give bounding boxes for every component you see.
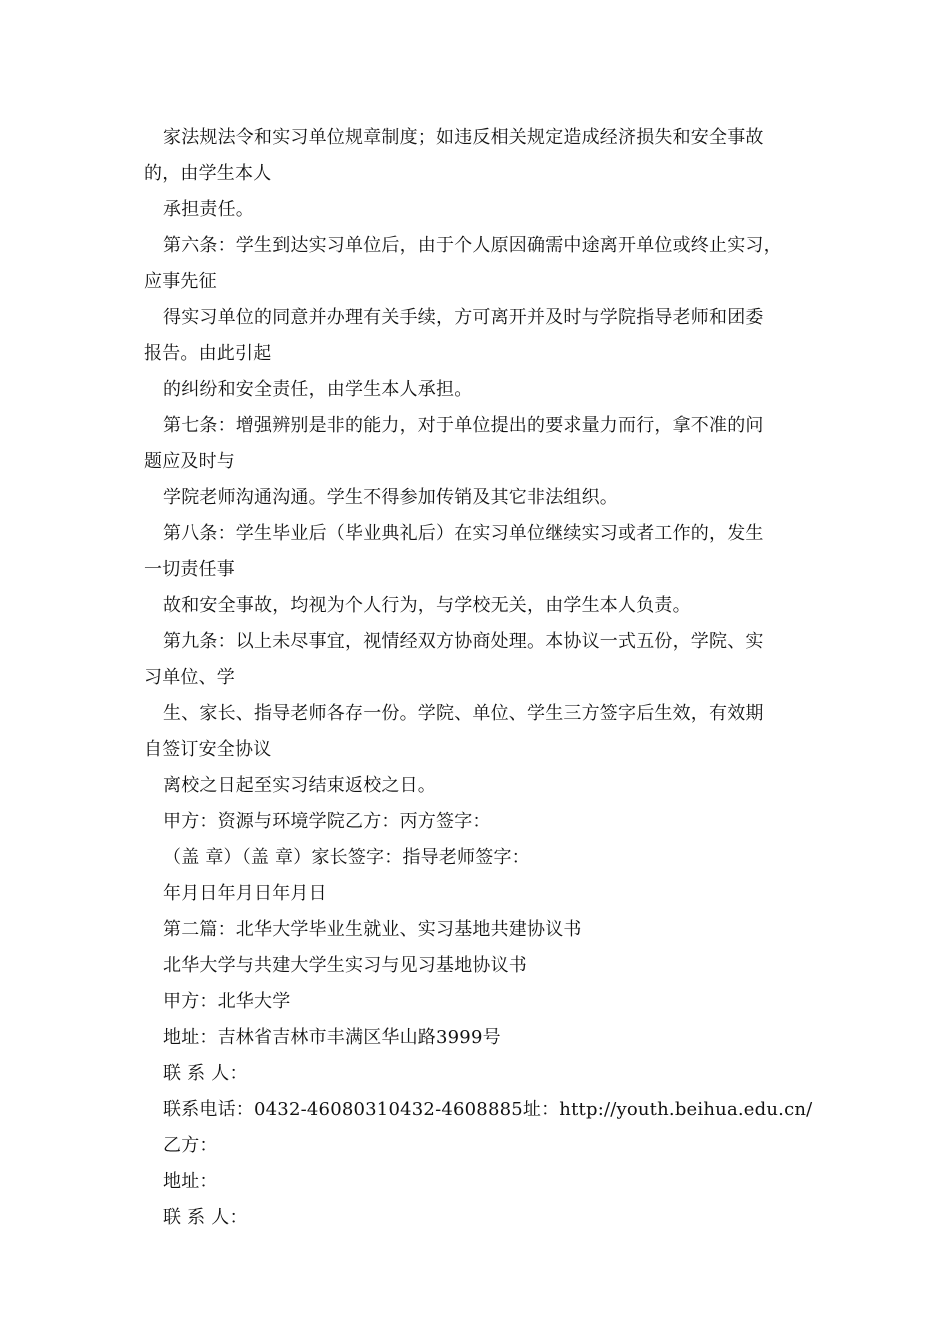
text-line: 地址：吉林省吉林市丰满区华山路3999号 bbox=[163, 1027, 501, 1048]
text-line: 第九条：以上未尽事宜，视情经双方协商处理。本协议一式五份，学院、实 bbox=[163, 631, 764, 652]
text-line: 第六条：学生到达实习单位后，由于个人原因确需中途离开单位或终止实习， bbox=[163, 235, 782, 256]
text-line: 第七条：增强辨别是非的能力，对于单位提出的要求量力而行，拿不准的问 bbox=[163, 415, 764, 436]
text-line: 的纠纷和安全责任，由学生本人承担。 bbox=[163, 379, 473, 400]
text-line: 的，由学生本人 bbox=[144, 163, 272, 184]
text-line: 题应及时与 bbox=[144, 451, 235, 472]
text-line: 年月日年月日年月日 bbox=[163, 883, 327, 904]
text-line: 离校之日起至实习结束返校之日。 bbox=[163, 775, 436, 796]
document-body bbox=[144, 120, 814, 1236]
text-line: 联 系 人： bbox=[163, 1063, 248, 1084]
text-line: 联 系 人： bbox=[163, 1207, 248, 1228]
text-line: 报告。由此引起 bbox=[144, 343, 272, 364]
text-line: 第八条：学生毕业后（毕业典礼后）在实习单位继续实习或者工作的，发生 bbox=[163, 523, 764, 544]
text-line: 学院老师沟通沟通。学生不得参加传销及其它非法组织。 bbox=[163, 487, 618, 508]
text-line: 甲方：北华大学 bbox=[163, 991, 291, 1012]
text-line: 第二篇：北华大学毕业生就业、实习基地共建协议书 bbox=[163, 919, 582, 940]
text-line: 北华大学与共建大学生实习与见习基地协议书 bbox=[163, 955, 527, 976]
text-line: 一切责任事 bbox=[144, 559, 235, 580]
text-line: 家法规法令和实习单位规章制度；如违反相关规定造成经济损失和安全事故 bbox=[163, 127, 764, 148]
text-line: 故和安全事故，均视为个人行为，与学校无关，由学生本人负责。 bbox=[163, 595, 691, 616]
text-line: （盖 章）（盖 章）家长签字：指导老师签字： bbox=[163, 847, 530, 868]
text-line: 承担责任。 bbox=[163, 199, 254, 220]
text-line: 生、家长、指导老师各存一份。学院、单位、学生三方签字后生效，有效期 bbox=[163, 703, 764, 724]
text-line: 甲方：资源与环境学院乙方：丙方签字： bbox=[163, 811, 491, 832]
text-line: 应事先征 bbox=[144, 271, 217, 292]
text-line: 乙方： bbox=[163, 1135, 218, 1156]
text-line: 地址： bbox=[163, 1171, 218, 1192]
text-line: 自签订安全协议 bbox=[144, 739, 272, 760]
text-line: 联系电话：0432-46080310432-4608885址：http://youth.beihua.edu.cn/ bbox=[163, 1099, 813, 1120]
text-line: 得实习单位的同意并办理有关手续，方可离开并及时与学院指导老师和团委 bbox=[163, 307, 764, 328]
text-line: 习单位、学 bbox=[144, 667, 235, 688]
